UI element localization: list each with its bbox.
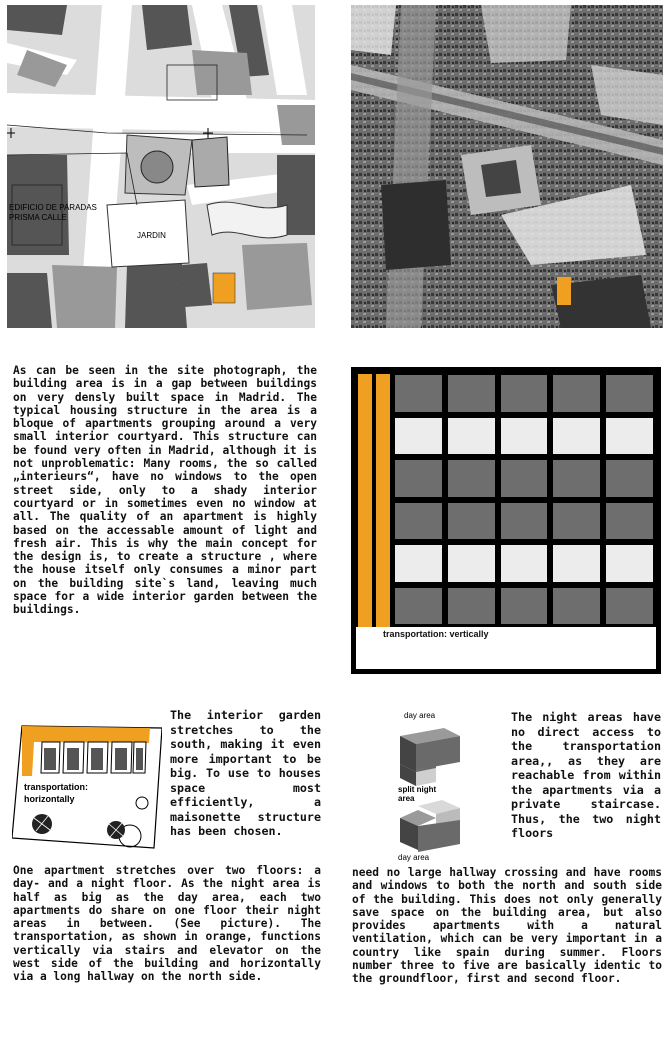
split-label-mid-2: area xyxy=(398,794,415,803)
unit-cell-light xyxy=(606,418,653,455)
unit-cell-dark xyxy=(553,503,600,540)
stack-caption: transportation: vertically xyxy=(383,629,489,639)
stair-column-1 xyxy=(358,374,372,627)
stair-column-2 xyxy=(376,374,390,627)
unit-cell-dark xyxy=(606,375,653,412)
paragraph-garden-intro: The interior garden stretches to the south, making it even more important to be big. To use to houses space most efficiently, a maisonette structure has been chosen. xyxy=(170,708,321,838)
unit-cell-dark xyxy=(395,588,442,625)
unit-cell-light xyxy=(606,545,653,582)
unit-cell-light xyxy=(395,418,442,455)
unit-cell-dark xyxy=(553,460,600,497)
paragraph-site-context: As can be seen in the site photograph, the building area is in a gap between buildings on very densly built space in Madrid. The typical housing structure in the area is a bloque of apartments grouping around a very small interior courtyard. This structure can be found very often in Madrid, although it is not unproblematic: Many rooms, the so called „interieurs“, have no windows to the open street side, only to a shady interior courtyard or in sometimes even no window at all. The quality of an apartment is highly based on the accessable amount of light and fresh air. This is why the main concept for the design is, to create a structure , where the house itself only consumes a minor part on the building site`s land, leaving much space for a wide interior garden between the buildings. xyxy=(13,364,317,617)
unit-cell-light xyxy=(553,545,600,582)
split-label-top: day area xyxy=(404,711,436,720)
unit-cell-dark xyxy=(448,503,495,540)
unit-cell-dark xyxy=(395,503,442,540)
unit-cell-dark xyxy=(395,375,442,412)
unit-cell-light xyxy=(448,545,495,582)
paragraph-ventilation: need no large hallway crossing and have rooms and windows to both the north and south side of the building. This does not only generally save space on the building area, but also provides apartments with a natural ventilation, which can be very important in a country like spain during summer. Floors number three to five are basically identic to the groundfloor, first and second floor. xyxy=(352,866,662,986)
unit-cell-dark xyxy=(606,503,653,540)
unit-cell-dark xyxy=(501,375,548,412)
split-label-mid-1: split night xyxy=(398,785,437,794)
unit-cell-light xyxy=(448,418,495,455)
floor-plan-diagram xyxy=(12,718,162,858)
unit-cell-light xyxy=(395,545,442,582)
site-plan-map xyxy=(7,5,315,328)
unit-cell-dark xyxy=(501,503,548,540)
unit-cell-dark xyxy=(553,375,600,412)
unit-cell-dark xyxy=(448,460,495,497)
ground-floor-area xyxy=(356,627,656,669)
unit-cell-dark xyxy=(448,588,495,625)
unit-cell-light xyxy=(553,418,600,455)
map-label-3: JARDIN xyxy=(137,231,166,240)
split-label-bottom: day area xyxy=(398,853,430,862)
stacked-floors-diagram xyxy=(351,367,661,674)
unit-cell-dark xyxy=(501,588,548,625)
map-label-1: EDIFICIO DE PARADAS xyxy=(9,203,97,212)
unit-cell-dark xyxy=(501,460,548,497)
paragraph-maisonette: One apartment stretches over two floors: a day- and a night floor. As the night area is half as big as the day area, each two apartments do share on one floor their night areas in between. (See picture). The transportation, as shown in orange, functions vertically via stairs and elevator on the west side of the building and horizontally via a long hallway on the north side. xyxy=(13,864,321,984)
plan-caption-line2: horizontally xyxy=(24,794,75,804)
unit-cell-dark xyxy=(606,460,653,497)
paragraph-night-areas-intro: The night areas have no direct access to the transportation area,, as they are reachable from within the apartments via a private staircase. Thus, the two night floors xyxy=(511,710,661,840)
unit-cell-light xyxy=(501,418,548,455)
unit-cell-dark xyxy=(395,460,442,497)
split-night-area-diagram xyxy=(384,710,504,866)
map-label-2: PRISMA CALLE xyxy=(9,213,67,222)
unit-cell-dark xyxy=(606,588,653,625)
unit-cell-dark xyxy=(448,375,495,412)
aerial-photo xyxy=(351,5,663,328)
unit-cell-dark xyxy=(553,588,600,625)
unit-cell-light xyxy=(501,545,548,582)
plan-caption-line1: transportation: xyxy=(24,782,88,792)
